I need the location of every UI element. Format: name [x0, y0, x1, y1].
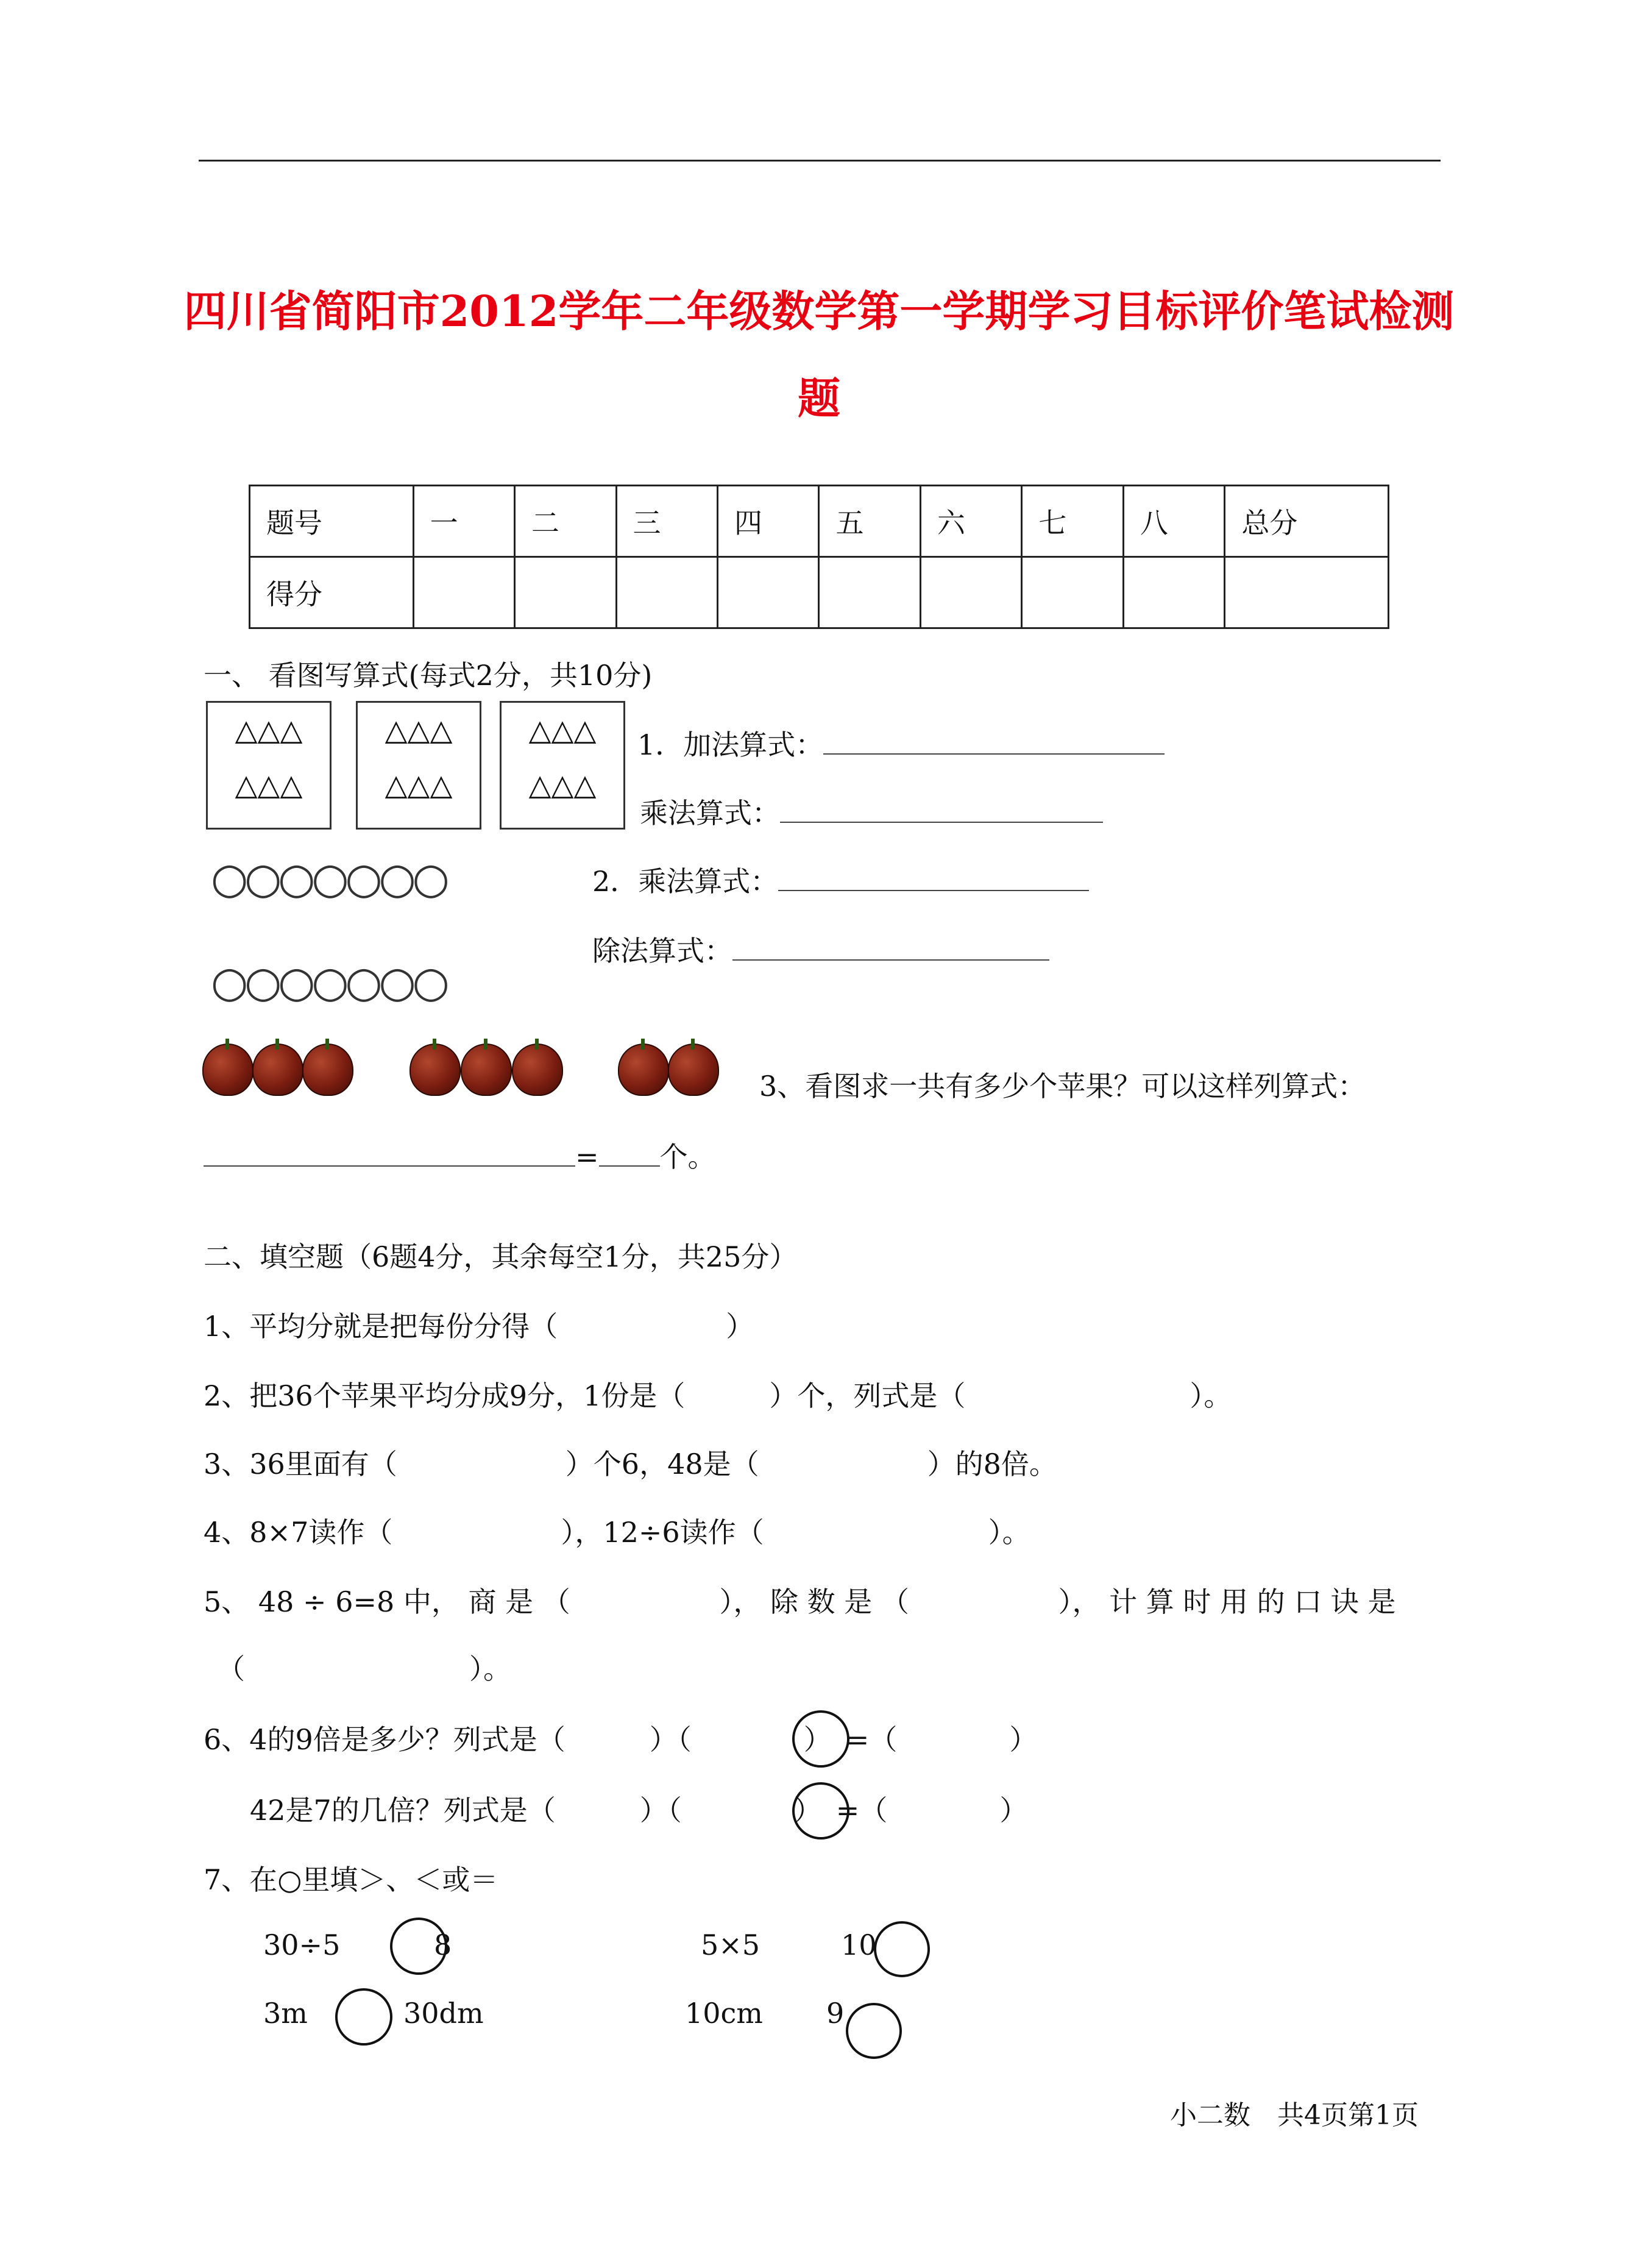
- compare-left: 5×5: [701, 1929, 760, 1961]
- apple-icon: [202, 1043, 254, 1096]
- section2-heading: 二、填空题（6题4分，其余每空1分，共25分）: [204, 1240, 798, 1273]
- apple-icon: [252, 1043, 303, 1096]
- q2-div-label: [592, 929, 1049, 969]
- fill-item: （ ）。: [217, 1652, 511, 1685]
- q1-add-label: [637, 723, 1165, 763]
- fill-item: 2、把36个苹果平均分成9分，1份是（ ）个，列式是（ ）。: [204, 1379, 1232, 1412]
- compare-left: 3m: [263, 1997, 308, 2030]
- fill-item: 5、 48 ÷ 6=8 中， 商 是 （ ）， 除 数 是 （ ）， 计 算 时 用 的 口 诀 是: [204, 1585, 1396, 1618]
- q3-text: 3、看图求一共有多少个苹果？可以这样列算式：: [759, 1070, 1366, 1103]
- score-table: [249, 485, 1389, 629]
- score-cell[interactable]: [413, 557, 514, 628]
- score-cell[interactable]: [819, 557, 920, 628]
- page-title-cont: 题: [798, 373, 840, 424]
- score-header-cell: 四: [717, 486, 818, 557]
- fill-item: 3、36里面有（ ）个6，48是（ ）的8倍。: [204, 1448, 1057, 1481]
- compare-circle[interactable]: [846, 2003, 902, 2059]
- score-header-cell: 三: [616, 486, 717, 557]
- fill-item: 6、4的9倍是多少？列式是（ ）（ ） =（ ）: [204, 1723, 1038, 1756]
- fill-item: 7、在○里填＞、＜或＝: [204, 1863, 498, 1896]
- apple-icon: [512, 1043, 563, 1096]
- apple-icon: [302, 1043, 353, 1096]
- compare-circle[interactable]: [335, 1988, 392, 2046]
- triangle-row: △△△: [385, 713, 453, 747]
- triangle-row: △△△: [528, 713, 597, 747]
- answer-circle[interactable]: [792, 1782, 849, 1840]
- score-cell[interactable]: [616, 557, 717, 628]
- score-header-cell: 二: [515, 486, 616, 557]
- fill-item: 42是7的几倍？列式是（ ）（ ） =（ ）: [250, 1794, 1028, 1827]
- answer-blank[interactable]: [780, 797, 1103, 823]
- score-header-cell: 六: [920, 486, 1021, 557]
- score-cell[interactable]: [1123, 557, 1224, 628]
- triangle-row: △△△: [528, 768, 597, 802]
- apple-icon: [618, 1043, 669, 1096]
- compare-right: 10: [841, 1929, 877, 1961]
- score-cell[interactable]: [920, 557, 1021, 628]
- triangle-group-box: [500, 701, 625, 830]
- score-header-cell: 总分: [1225, 486, 1389, 557]
- triangle-group-box: [356, 701, 481, 830]
- score-cell[interactable]: [515, 557, 616, 628]
- apple-icon: [410, 1043, 461, 1096]
- triangle-group-box: [206, 701, 332, 830]
- score-cell[interactable]: [1225, 557, 1389, 628]
- compare-right: 8: [434, 1929, 452, 1961]
- fill-item: 4、8×7读作（ ），12÷6读作（ ）。: [204, 1516, 1030, 1549]
- q2-div-text: 除法算式：: [592, 934, 732, 967]
- page-footer: 小二数 共4页第1页: [1170, 2100, 1419, 2131]
- apple-icon: [461, 1043, 512, 1096]
- score-header-cell: 一: [413, 486, 514, 557]
- score-row-label: 得分: [250, 557, 414, 628]
- triangle-row: △△△: [235, 768, 303, 802]
- score-cell[interactable]: [1022, 557, 1123, 628]
- compare-left: 30÷5: [263, 1929, 341, 1961]
- score-cell[interactable]: [717, 557, 818, 628]
- answer-blank[interactable]: [599, 1141, 660, 1167]
- score-header-cell: 八: [1123, 486, 1224, 557]
- equals-sign: =: [575, 1140, 599, 1173]
- apple-icon: [668, 1043, 719, 1096]
- unit-text: 个。: [659, 1140, 716, 1173]
- top-rule: [199, 160, 1441, 162]
- answer-circle[interactable]: [792, 1710, 849, 1768]
- triangle-row: △△△: [385, 768, 453, 802]
- q2-mul-label: [592, 859, 1089, 900]
- compare-right: 9: [826, 1997, 845, 2030]
- circle-row: ○○○○○○○: [211, 853, 446, 903]
- answer-blank[interactable]: [823, 729, 1165, 755]
- page-title: 四川省简阳市2012学年二年级数学第一学期学习目标评价笔试检测: [183, 286, 1455, 336]
- score-header-cell: 七: [1022, 486, 1123, 557]
- answer-blank[interactable]: [732, 935, 1049, 961]
- compare-right: 30dm: [403, 1997, 484, 2030]
- answer-blank[interactable]: [204, 1141, 575, 1167]
- fill-item: 1、平均分就是把每份分得（ ）: [204, 1310, 754, 1343]
- q2-mul-text: 2．乘法算式：: [592, 865, 779, 898]
- q1-mul-label: [640, 791, 1103, 831]
- compare-circle[interactable]: [874, 1921, 930, 1977]
- q1-mul-text: 乘法算式：: [640, 797, 780, 830]
- section1-heading: 一、 看图写算式(每式2分，共10分): [204, 659, 653, 692]
- score-table-header-row: [250, 486, 1389, 557]
- score-header-cell: 五: [819, 486, 920, 557]
- score-header-cell: 题号: [250, 486, 414, 557]
- triangle-row: △△△: [235, 713, 303, 747]
- q1-add-text: 1．加法算式：: [637, 728, 824, 761]
- compare-left: 10cm: [685, 1997, 763, 2030]
- score-table-score-row: [250, 557, 1389, 628]
- answer-blank[interactable]: [778, 866, 1089, 891]
- q3-answer-line: [204, 1135, 716, 1175]
- circle-row: ○○○○○○○: [211, 957, 446, 1007]
